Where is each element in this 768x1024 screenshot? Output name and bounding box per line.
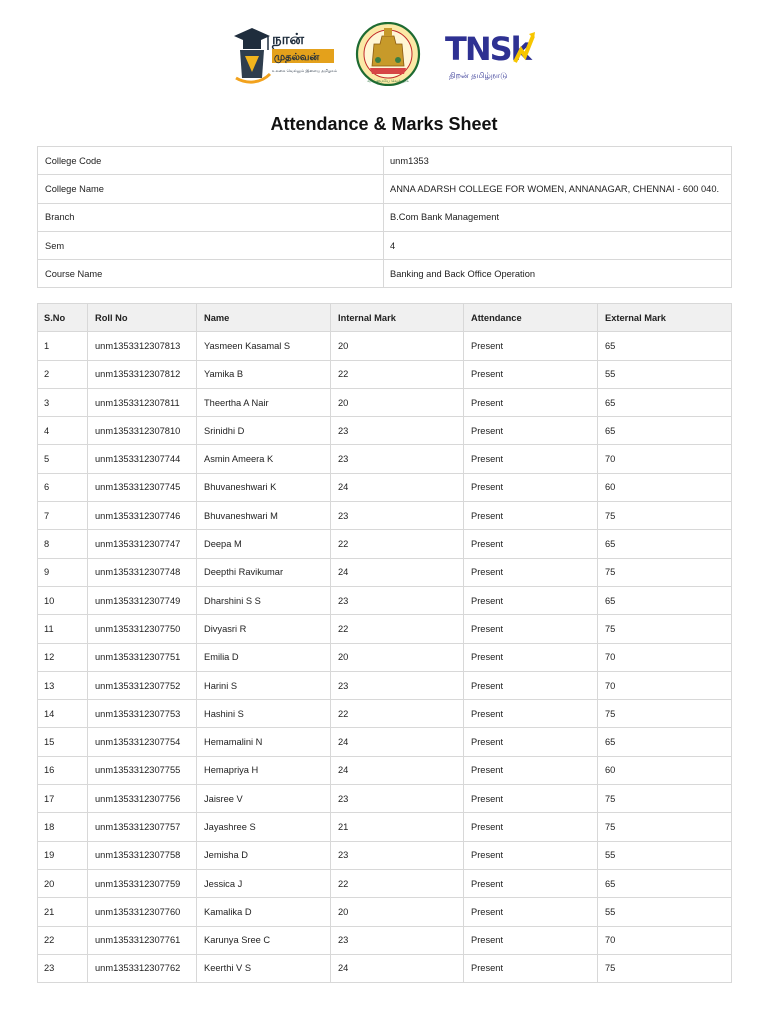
marks-table [37,303,732,983]
table-cell: Present [464,954,598,982]
table-cell: Keerthi V S [197,954,331,982]
table-row [38,700,732,728]
table-header-row [38,304,732,332]
svg-text:TNSk: TNSk [445,30,530,68]
table-cell: 24 [331,954,464,982]
table-cell: unm1353312307754 [88,728,197,756]
table-cell: 16 [38,756,88,784]
table-cell: 21 [38,898,88,926]
table-cell: unm1353312307813 [88,332,197,360]
table-cell: 75 [598,502,732,530]
table-row [38,445,732,473]
table-cell: 65 [598,530,732,558]
table-cell: 65 [598,586,732,614]
column-header: Attendance [464,304,598,332]
svg-text:திறன் தமிழ்நாடு: திறன் தமிழ்நாடு [449,71,508,80]
table-cell: Jessica J [197,869,331,897]
info-row [38,147,732,175]
table-cell: Deepa M [197,530,331,558]
table-cell: Present [464,388,598,416]
table-row [38,388,732,416]
table-row [38,785,732,813]
table-cell: Dharshini S S [197,586,331,614]
table-cell: 4 [38,417,88,445]
table-cell: unm1353312307746 [88,502,197,530]
table-row [38,360,732,388]
table-cell: unm1353312307811 [88,388,197,416]
table-cell: unm1353312307751 [88,643,197,671]
table-cell: Jemisha D [197,841,331,869]
table-cell: Present [464,417,598,445]
table-cell: 2 [38,360,88,388]
table-cell: 1 [38,332,88,360]
table-cell: 6 [38,473,88,501]
table-cell: 23 [331,586,464,614]
table-cell: 9 [38,558,88,586]
table-cell: 75 [598,700,732,728]
column-header: Internal Mark [331,304,464,332]
table-row [38,643,732,671]
table-cell: 75 [598,615,732,643]
table-cell: Yamika B [197,360,331,388]
table-cell: unm1353312307755 [88,756,197,784]
table-row [38,898,732,926]
page-title: Attendance & Marks Sheet [270,114,498,134]
table-cell: 65 [598,388,732,416]
table-cell: Hashini S [197,700,331,728]
table-cell: 24 [331,473,464,501]
table-cell: Present [464,615,598,643]
table-cell: Asmin Ameera K [197,445,331,473]
table-row [38,671,732,699]
table-cell: 20 [331,898,464,926]
info-value: 4 [384,231,732,259]
table-cell: Present [464,785,598,813]
table-cell: unm1353312307749 [88,586,197,614]
table-cell: Deepthi Ravikumar [197,558,331,586]
table-cell: unm1353312307761 [88,926,197,954]
column-header: External Mark [598,304,732,332]
table-cell: unm1353312307752 [88,671,197,699]
info-value: unm1353 [384,147,732,175]
table-cell: 65 [598,728,732,756]
table-cell: 75 [598,954,732,982]
table-cell: 14 [38,700,88,728]
table-cell: 23 [331,841,464,869]
table-cell: Bhuvaneshwari K [197,473,331,501]
table-cell: Present [464,586,598,614]
table-cell: 23 [331,417,464,445]
table-cell: 65 [598,869,732,897]
table-cell: 8 [38,530,88,558]
table-cell: Jaisree V [197,785,331,813]
table-cell: 24 [331,728,464,756]
table-cell: 60 [598,473,732,501]
table-cell: Hemamalini N [197,728,331,756]
table-row [38,586,732,614]
table-cell: Karunya Sree C [197,926,331,954]
table-cell: 75 [598,558,732,586]
table-cell: Srinidhi D [197,417,331,445]
table-cell: 20 [331,332,464,360]
svg-text:உலகை வெல்லும் இளைய தமிழகம்: உலகை வெல்லும் இளைய தமிழகம் [272,68,337,73]
table-cell: 3 [38,388,88,416]
info-label: Sem [38,231,384,259]
table-cell: Present [464,700,598,728]
info-label: College Code [38,147,384,175]
table-cell: 17 [38,785,88,813]
table-cell: Kamalika D [197,898,331,926]
table-cell: unm1353312307750 [88,615,197,643]
table-cell: 20 [38,869,88,897]
table-cell: 21 [331,813,464,841]
table-cell: Present [464,671,598,699]
table-row [38,869,732,897]
table-cell: unm1353312307756 [88,785,197,813]
table-cell: unm1353312307744 [88,445,197,473]
info-value: Banking and Back Office Operation [384,260,732,288]
table-cell: Present [464,530,598,558]
table-cell: 75 [598,813,732,841]
table-cell: Present [464,445,598,473]
table-cell: unm1353312307745 [88,473,197,501]
table-row [38,530,732,558]
table-cell: Emilia D [197,643,331,671]
table-row [38,841,732,869]
table-cell: 11 [38,615,88,643]
table-cell: unm1353312307748 [88,558,197,586]
table-cell: unm1353312307753 [88,700,197,728]
table-cell: 23 [331,445,464,473]
table-row [38,954,732,982]
college-info-table [37,146,732,288]
info-value: B.Com Bank Management [384,203,732,231]
table-cell: Present [464,926,598,954]
table-cell: 22 [331,360,464,388]
table-cell: 5 [38,445,88,473]
table-row [38,615,732,643]
table-cell: 75 [598,785,732,813]
table-cell: unm1353312307810 [88,417,197,445]
table-cell: Present [464,473,598,501]
table-cell: Present [464,643,598,671]
table-cell: 55 [598,841,732,869]
svg-text:நான்: நான் [272,30,305,48]
table-cell: 19 [38,841,88,869]
table-cell: Present [464,332,598,360]
table-cell: 20 [331,643,464,671]
table-cell: Present [464,360,598,388]
info-row [38,203,732,231]
table-cell: Present [464,558,598,586]
table-cell: 65 [598,417,732,445]
table-row [38,756,732,784]
table-cell: 12 [38,643,88,671]
info-row [38,260,732,288]
table-cell: Yasmeen Kasamal S [197,332,331,360]
info-label: Branch [38,203,384,231]
table-cell: Harini S [197,671,331,699]
table-cell: unm1353312307812 [88,360,197,388]
table-row [38,502,732,530]
table-cell: 65 [598,332,732,360]
table-cell: 13 [38,671,88,699]
table-row [38,473,732,501]
table-cell: unm1353312307760 [88,898,197,926]
table-row [38,728,732,756]
info-row [38,231,732,259]
info-value: ANNA ADARSH COLLEGE FOR WOMEN, ANNANAGAR, CHENNAI - 600 040. [384,175,732,203]
tn-skill-logo [443,22,537,86]
table-cell: Jayashree S [197,813,331,841]
table-cell: Divyasri R [197,615,331,643]
table-cell: Present [464,728,598,756]
table-cell: unm1353312307759 [88,869,197,897]
table-row [38,813,732,841]
table-cell: Present [464,869,598,897]
table-cell: 23 [331,785,464,813]
table-cell: 20 [331,388,464,416]
table-cell: 23 [331,502,464,530]
table-cell: 24 [331,756,464,784]
table-cell: 22 [331,869,464,897]
table-cell: unm1353312307747 [88,530,197,558]
table-cell: 55 [598,360,732,388]
table-cell: Present [464,813,598,841]
table-cell: Present [464,841,598,869]
column-header: S.No [38,304,88,332]
info-row [38,175,732,203]
svg-text:முதல்வன்: முதல்வன் [274,52,320,63]
table-cell: 22 [38,926,88,954]
naan-mudhalvan-logo [232,22,338,86]
logo-strip [0,22,768,86]
table-cell: unm1353312307758 [88,841,197,869]
table-cell: Present [464,502,598,530]
table-row [38,558,732,586]
table-cell: 10 [38,586,88,614]
table-cell: 24 [331,558,464,586]
table-cell: unm1353312307757 [88,813,197,841]
table-cell: 23 [331,671,464,699]
table-cell: 15 [38,728,88,756]
table-cell: 18 [38,813,88,841]
tamil-nadu-emblem [350,22,426,86]
table-cell: Present [464,756,598,784]
table-row [38,926,732,954]
table-cell: 70 [598,926,732,954]
column-header: Roll No [88,304,197,332]
info-label: College Name [38,175,384,203]
table-row [38,417,732,445]
table-cell: 23 [38,954,88,982]
table-cell: 23 [331,926,464,954]
table-cell: 60 [598,756,732,784]
table-cell: 70 [598,671,732,699]
table-cell: unm1353312307762 [88,954,197,982]
table-cell: 55 [598,898,732,926]
table-cell: 7 [38,502,88,530]
table-cell: 70 [598,643,732,671]
table-row [38,332,732,360]
table-cell: 70 [598,445,732,473]
table-cell: Bhuvaneshwari M [197,502,331,530]
table-cell: Hemapriya H [197,756,331,784]
table-cell: Theertha A Nair [197,388,331,416]
info-label: Course Name [38,260,384,288]
column-header: Name [197,304,331,332]
table-cell: Present [464,898,598,926]
table-cell: 22 [331,700,464,728]
table-cell: 22 [331,530,464,558]
svg-text:வாய்மையே வெல்லும்: வாய்மையே வெல்லும் [367,78,409,83]
table-cell: 22 [331,615,464,643]
